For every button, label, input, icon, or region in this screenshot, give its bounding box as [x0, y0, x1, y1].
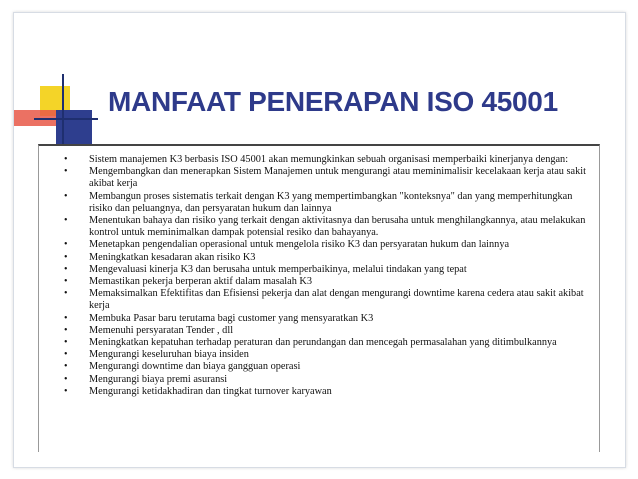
bullet-icon: •: [64, 154, 68, 165]
list-item: [39, 166, 591, 190]
bullet-icon: •: [64, 373, 68, 385]
bullet-icon: •: [64, 215, 68, 227]
bullet-icon: •: [64, 312, 68, 324]
list-item-text: Mengurangi ketidakhadiran dan tingkat turnover karyawan: [89, 385, 332, 397]
list-item-text: Menentukan bahaya dan risiko yang terkait dengan aktivitasnya dan berusaha untuk menghilangkannya, atau melakukan kontrol untuk meminimalkan dampak potensial resiko dan bahayanya.: [89, 215, 586, 239]
slide-title: MANFAAT PENERAPAN ISO 45001: [108, 86, 558, 117]
content-box: [38, 144, 600, 452]
list-item: [39, 349, 591, 361]
bullet-icon: •: [64, 263, 68, 275]
list-item-text: Memastikan pekerja berperan aktif dalam masalah K3: [89, 276, 313, 288]
list-item-text: Meningkatkan kepatuhan terhadap peraturan dan perundangan dan mencegah permasalahan yang ditimbulkannya: [89, 337, 557, 349]
bullet-list: [39, 146, 599, 398]
list-item-text: Memaksimalkan Efektifitas dan Efisiensi pekerja dan alat dengan mengurangi downtime karena cedera atau sakit akibat kerja: [89, 288, 584, 312]
list-item: [39, 288, 591, 312]
list-item: [39, 276, 591, 288]
list-item-text: Sistem manajemen K3 berbasis ISO 45001 akan memungkinkan sebuah organisasi memperbaiki kinerjanya dengan:: [89, 154, 569, 165]
bullet-icon: •: [64, 349, 68, 361]
list-item-text: Membuka Pasar baru terutama bagi customer yang mensyaratkan K3: [89, 312, 374, 324]
list-item: [39, 325, 591, 337]
list-item-text: Mengurangi downtime dan biaya gangguan operasi: [89, 361, 301, 373]
list-item: [39, 374, 591, 386]
list-item-text: Mengembangkan dan menerapkan Sistem Manajemen untuk mengurangi atau meminimalisir kecelakaan kerja atau sakit akibat kerja: [89, 166, 586, 190]
bullet-icon: •: [64, 288, 68, 300]
list-item: [39, 337, 591, 349]
bullet-icon: •: [64, 276, 68, 288]
list-item: [39, 264, 591, 276]
list-item-text: Membangun proses sistematis terkait dengan K3 yang mempertimbangkan "konteksnya" dan yang memperhitungkan risiko dan peluangnya, dan persyaratan hukum dan lainnya: [89, 190, 573, 214]
list-item-text: Menetapkan pengendalian operasional untuk mengelola risiko K3 dan persyaratan hukum dan lainnya: [89, 239, 510, 251]
list-item-text: Meningkatkan kesadaran akan risiko K3: [89, 251, 256, 263]
bullet-icon: •: [64, 337, 68, 349]
bullet-icon: •: [64, 166, 68, 178]
list-item: [39, 252, 591, 264]
list-item-text: Mengurangi biaya premi asuransi: [89, 373, 228, 385]
list-item: [39, 313, 591, 325]
list-item-text: Memenuhi persyaratan Tender , dll: [89, 324, 234, 336]
list-item: [39, 154, 591, 166]
bullet-icon: •: [64, 324, 68, 336]
bullet-icon: •: [64, 361, 68, 373]
list-item: [39, 215, 591, 239]
list-item-text: Mengurangi keseluruhan biaya insiden: [89, 349, 249, 361]
decor-vertical-line: [62, 74, 64, 152]
list-item: [39, 239, 591, 251]
bullet-icon: •: [64, 239, 68, 251]
list-item-text: Mengevaluasi kinerja K3 dan berusaha untuk memperbaikinya, melalui tindakan yang tepat: [89, 263, 467, 275]
list-item: [39, 361, 591, 373]
decor-horizontal-line: [34, 118, 98, 120]
bullet-icon: •: [64, 251, 68, 263]
list-item: [39, 386, 591, 398]
list-item: [39, 191, 591, 215]
bullet-icon: •: [64, 190, 68, 202]
bullet-icon: •: [64, 385, 68, 397]
